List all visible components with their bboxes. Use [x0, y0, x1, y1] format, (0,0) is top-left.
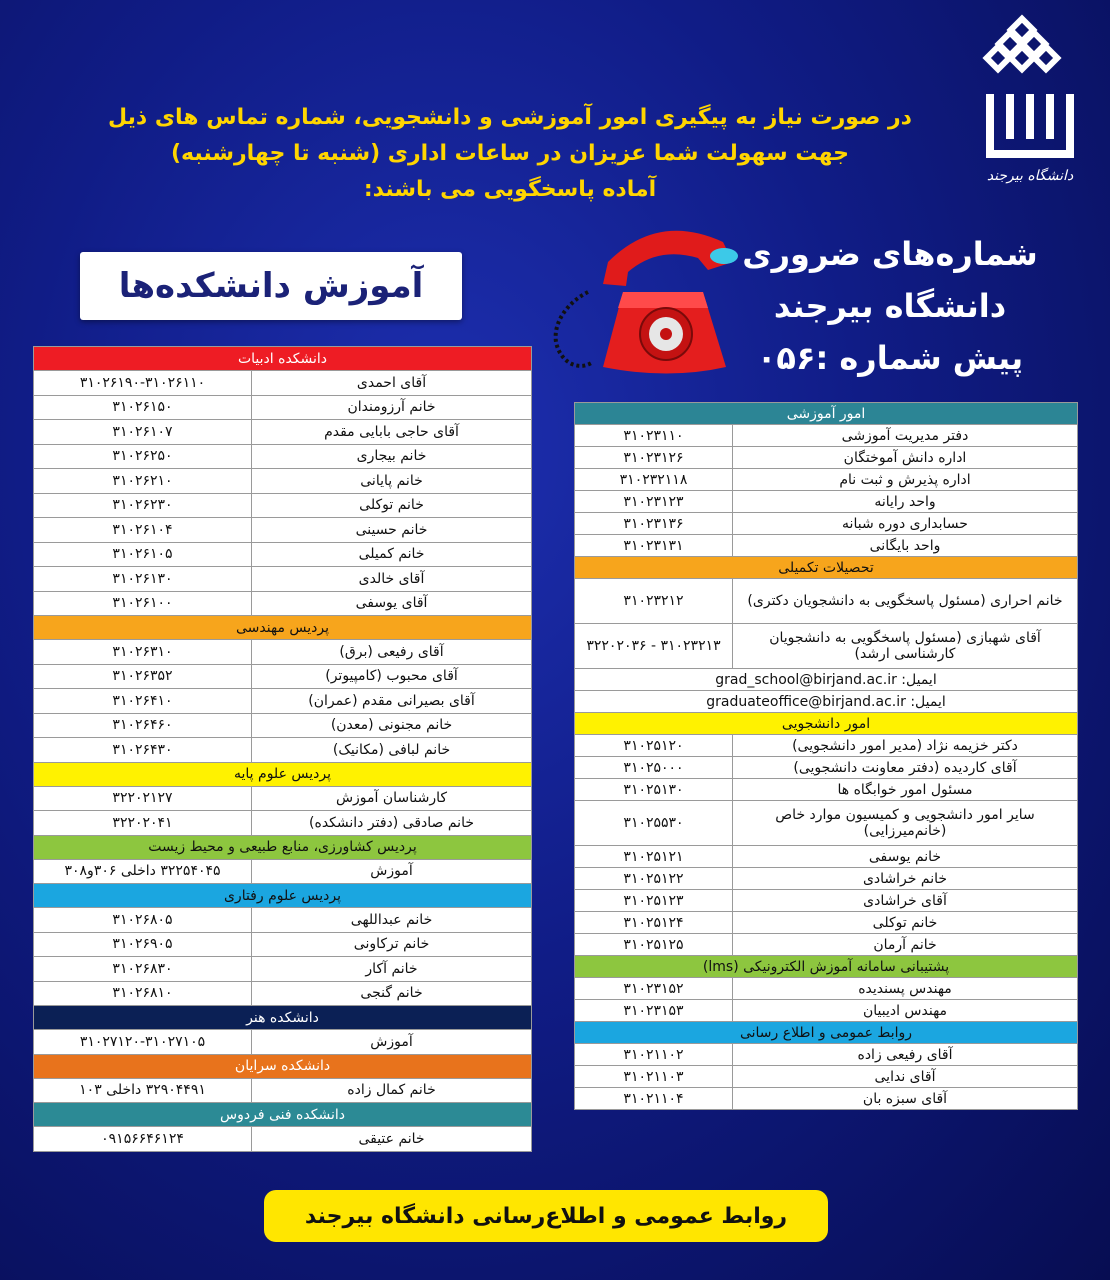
contact-row — [575, 425, 1078, 447]
contact-phone: ۳۱۰۲۷۱۲۰-۳۱۰۲۷۱۰۵ — [34, 1030, 252, 1055]
contact-phone: ۳۱۰۲۶۲۳۰ — [34, 493, 252, 518]
contact-name: آموزش — [252, 859, 532, 884]
contact-phone: ۳۱۰۲۶۱۰۷ — [34, 420, 252, 445]
contact-row — [575, 1000, 1078, 1022]
contact-phone: ۳۱۰۲۵۵۳۰ — [575, 801, 733, 846]
email-address[interactable]: ایمیل: grad_school@birjand.ac.ir — [575, 669, 1078, 691]
contact-phone: ۳۱۰۲۶۲۱۰ — [34, 469, 252, 494]
contact-row — [34, 371, 532, 396]
contact-row — [575, 912, 1078, 934]
contact-phone: ۳۱۰۲۱۱۰۳ — [575, 1066, 733, 1088]
section-title: دانشکده ادبیات — [34, 347, 532, 371]
contact-phone: ۳۱۰۲۳۲۱۱۸ — [575, 469, 733, 491]
contact-phone: ۳۱۰۲۶۳۱۰ — [34, 640, 252, 665]
contact-phone: ۳۱۰۲۶۱۰۰ — [34, 591, 252, 616]
intro-line-1: در صورت نیاز به پیگیری امور آموزشی و دانشجویی، شماره تماس های ذیل — [108, 105, 912, 130]
contact-phone: ۳۱۰۲۶۹۰۵ — [34, 932, 252, 957]
contact-row — [575, 801, 1078, 846]
contact-row — [575, 1044, 1078, 1066]
contact-row — [575, 757, 1078, 779]
contact-name: آقای محبوب (کامپیوتر) — [252, 664, 532, 689]
contact-name: آقای ندایی — [733, 1066, 1078, 1088]
contact-phone: ۳۱۰۲۵۱۳۰ — [575, 779, 733, 801]
contact-name: آقای حاجی بابایی مقدم — [252, 420, 532, 445]
section-title: روابط عمومی و اطلاع رسانی — [575, 1022, 1078, 1044]
contact-name: خانم توکلی — [733, 912, 1078, 934]
contact-row — [34, 811, 532, 836]
contact-row — [575, 779, 1078, 801]
contact-name: خانم آرزومندان — [252, 395, 532, 420]
contact-phone: ۳۱۰۲۵۱۲۲ — [575, 868, 733, 890]
contact-row — [575, 535, 1078, 557]
contact-phone: ۳۱۰۲۳۱۲۳ — [575, 491, 733, 513]
section-title: دانشکده فنی فردوس — [34, 1103, 532, 1127]
contact-name: اداره پذیرش و ثبت نام — [733, 469, 1078, 491]
contact-phone: ۳۱۰۲۵۰۰۰ — [575, 757, 733, 779]
contact-name: آقای بصیرانی مقدم (عمران) — [252, 689, 532, 714]
contact-row — [34, 908, 532, 933]
section-header-row — [575, 403, 1078, 425]
telephone-icon — [548, 222, 748, 382]
contact-name: واحد رایانه — [733, 491, 1078, 513]
contact-phone: ۳۱۰۲۶۴۶۰ — [34, 713, 252, 738]
contact-phone: ۳۱۰۲۵۱۲۴ — [575, 912, 733, 934]
contact-row — [34, 1127, 532, 1152]
contact-phone: ۳۱۰۲۶۱۰۵ — [34, 542, 252, 567]
contact-phone: ۳۱۰۲۶۱۹۰-۳۱۰۲۶۱۱۰ — [34, 371, 252, 396]
intro-line-2: جهت سهولت شما عزیزان در ساعات اداری (شنبه تا چهارشنبه) — [171, 141, 849, 166]
contact-name: خانم کمیلی — [252, 542, 532, 567]
contact-row — [34, 518, 532, 543]
contact-name: مسئول امور خوابگاه ها — [733, 779, 1078, 801]
section-header-row — [575, 557, 1078, 579]
contact-row — [34, 786, 532, 811]
section-header-row — [34, 762, 532, 786]
contact-phone: ۳۲۲۰۲۰۴۱ — [34, 811, 252, 836]
contact-name: خانم یوسفی — [733, 846, 1078, 868]
contact-name: خانم آکار — [252, 957, 532, 982]
contact-phone: ۳۱۰۲۱۱۰۴ — [575, 1088, 733, 1110]
contact-row — [575, 624, 1078, 669]
intro-line-3: آماده پاسخگویی می باشند: — [363, 177, 657, 202]
contact-name: خانم احراری (مسئول پاسخگویی به دانشجویان دکتری) — [733, 579, 1078, 624]
contact-name: آقای خراشادی — [733, 890, 1078, 912]
contact-row — [575, 469, 1078, 491]
contact-name: خانم پایانی — [252, 469, 532, 494]
contact-row — [575, 491, 1078, 513]
contact-phone: ۳۱۰۲۳۱۵۳ — [575, 1000, 733, 1022]
section-header-row — [575, 956, 1078, 978]
contact-name: خانم لبافی (مکانیک) — [252, 738, 532, 763]
faculty-contacts-table — [33, 346, 532, 1152]
contact-name: دکتر خزیمه نژاد (مدیر امور دانشجویی) — [733, 735, 1078, 757]
contact-row — [575, 934, 1078, 956]
contact-row — [34, 420, 532, 445]
contact-phone: ۳۱۰۲۶۸۱۰ — [34, 981, 252, 1006]
contact-row — [575, 1088, 1078, 1110]
contact-row — [34, 981, 532, 1006]
contact-name: کارشناسان آموزش — [252, 786, 532, 811]
contact-row — [575, 978, 1078, 1000]
section-title: دانشکده سرایان — [34, 1054, 532, 1078]
section-header-row — [34, 1103, 532, 1127]
section-title: پشتیبانی سامانه آموزش الکترونیکی (lms) — [575, 956, 1078, 978]
contact-row — [34, 689, 532, 714]
contact-phone: ۳۱۰۲۶۱۵۰ — [34, 395, 252, 420]
section-title: پردیس کشاورزی، منابع طبیعی و محیط زیست — [34, 835, 532, 859]
contact-row — [34, 591, 532, 616]
contact-name: خانم توکلی — [252, 493, 532, 518]
contact-row — [575, 1066, 1078, 1088]
contact-phone: ۳۱۰۲۶۸۳۰ — [34, 957, 252, 982]
contact-phone: ۳۱۰۲۶۲۵۰ — [34, 444, 252, 469]
email-row — [575, 691, 1078, 713]
intro-text — [60, 100, 960, 208]
contact-row — [34, 664, 532, 689]
section-header-row — [34, 884, 532, 908]
contact-row — [34, 542, 532, 567]
contact-row — [34, 932, 532, 957]
contact-row — [34, 469, 532, 494]
main-title-line-1: شماره‌های ضروری — [742, 235, 1038, 273]
departments-contacts-table — [574, 402, 1078, 1110]
logo-caption: دانشگاه بیرجند — [986, 168, 1074, 184]
contact-phone: ۳۱۰۲۶۸۰۵ — [34, 908, 252, 933]
contact-row — [575, 868, 1078, 890]
contact-phone: ۳۱۰۲۶۱۰۴ — [34, 518, 252, 543]
contact-phone: ۳۱۰۲۶۴۳۰ — [34, 738, 252, 763]
contact-name: خانم گنجی — [252, 981, 532, 1006]
contact-name: دفتر مدیریت آموزشی — [733, 425, 1078, 447]
contact-row — [34, 957, 532, 982]
contact-phone: ۳۱۰۲۳۱۱۰ — [575, 425, 733, 447]
contact-name: خانم آرمان — [733, 934, 1078, 956]
contact-phone: ۳۱۰۲۵۱۲۳ — [575, 890, 733, 912]
footer-banner: روابط عمومی و اطلاع‌رسانی دانشگاه بیرجند — [264, 1190, 828, 1242]
section-title: دانشکده هنر — [34, 1006, 532, 1030]
contact-name: آقای کاردیده (دفتر معاونت دانشجویی) — [733, 757, 1078, 779]
contact-phone: ۳۱۰۲۳۱۲۶ — [575, 447, 733, 469]
contact-name: اداره دانش آموختگان — [733, 447, 1078, 469]
contact-name: سایر امور دانشجویی و کمیسیون موارد خاص (خانم‌میرزایی) — [733, 801, 1078, 846]
section-title: امور آموزشی — [575, 403, 1078, 425]
contact-row — [34, 1030, 532, 1055]
contact-row — [575, 846, 1078, 868]
contact-phone: ۳۱۰۲۶۱۳۰ — [34, 567, 252, 592]
contact-phone: ۳۱۰۲۳۱۵۲ — [575, 978, 733, 1000]
contact-row — [575, 447, 1078, 469]
contact-name: خانم عتیقی — [252, 1127, 532, 1152]
contact-phone: ۳۱۰۲۳۲۱۳ - ۳۲۲۰۲۰۳۶ — [575, 624, 733, 669]
contact-name: خانم بیجاری — [252, 444, 532, 469]
section-header-row — [34, 1054, 532, 1078]
contact-name: آقای سبزه بان — [733, 1088, 1078, 1110]
section-header-row — [575, 1022, 1078, 1044]
contact-name: مهندس ادیبیان — [733, 1000, 1078, 1022]
contact-phone: ۳۱۰۲۳۱۳۱ — [575, 535, 733, 557]
contact-row — [34, 444, 532, 469]
contact-phone: ۳۲۲۰۲۱۲۷ — [34, 786, 252, 811]
contact-name: خانم خراشادی — [733, 868, 1078, 890]
contact-name: واحد بایگانی — [733, 535, 1078, 557]
contact-row — [34, 1078, 532, 1103]
contact-name: آقای خالدی — [252, 567, 532, 592]
section-title: پردیس علوم رفتاری — [34, 884, 532, 908]
contact-name: خانم حسینی — [252, 518, 532, 543]
contact-row — [34, 738, 532, 763]
contact-phone: ۳۱۰۲۱۱۰۲ — [575, 1044, 733, 1066]
contact-name: حسابداری دوره شبانه — [733, 513, 1078, 535]
contact-row — [575, 579, 1078, 624]
contact-phone: ۳۱۰۲۶۳۵۲ — [34, 664, 252, 689]
contact-name: خانم صادقی (دفتر دانشکده) — [252, 811, 532, 836]
contact-row — [34, 713, 532, 738]
contact-phone: ۳۱۰۲۳۱۳۶ — [575, 513, 733, 535]
contact-name: آقای احمدی — [252, 371, 532, 396]
section-title: پردیس علوم پایه — [34, 762, 532, 786]
section-header-row — [34, 347, 532, 371]
contact-row — [34, 395, 532, 420]
contact-phone: ۳۱۰۲۵۱۲۱ — [575, 846, 733, 868]
email-address[interactable]: ایمیل: graduateoffice@birjand.ac.ir — [575, 691, 1078, 713]
contact-name: آقای رفیعی زاده — [733, 1044, 1078, 1066]
contact-name: آقای شهبازی (مسئول پاسخگویی به دانشجویان کارشناسی ارشد) — [733, 624, 1078, 669]
section-title: تحصیلات تکمیلی — [575, 557, 1078, 579]
section-header-row — [575, 713, 1078, 735]
contact-phone: ۳۱۰۲۵۱۲۵ — [575, 934, 733, 956]
contact-row — [575, 890, 1078, 912]
main-title-line-3: پیش شماره :۰۵۶ — [756, 339, 1024, 377]
section-title: امور دانشجویی — [575, 713, 1078, 735]
section-header-row — [34, 1006, 532, 1030]
contact-row — [575, 735, 1078, 757]
contact-name: خانم مجنونی (معدن) — [252, 713, 532, 738]
contact-phone: ۰۹۱۵۶۶۴۶۱۲۴ — [34, 1127, 252, 1152]
contact-row — [34, 859, 532, 884]
contact-name: خانم عبداللهی — [252, 908, 532, 933]
contact-phone: ۳۱۰۲۵۱۲۰ — [575, 735, 733, 757]
contact-row — [34, 567, 532, 592]
contact-phone: ۳۱۰۲۶۴۱۰ — [34, 689, 252, 714]
contact-name: خانم کمال زاده — [252, 1078, 532, 1103]
faculty-education-title: آموزش دانشکده‌ها — [80, 252, 462, 320]
contact-row — [34, 493, 532, 518]
contact-phone: ۳۱۰۲۳۲۱۲ — [575, 579, 733, 624]
section-title: پردیس مهندسی — [34, 616, 532, 640]
contact-phone: ۳۲۹۰۴۴۹۱ داخلی ۱۰۳ — [34, 1078, 252, 1103]
contact-row — [34, 640, 532, 665]
main-title — [700, 228, 1080, 384]
contact-name: خانم ترکاونی — [252, 932, 532, 957]
contact-name: آقای رفیعی (برق) — [252, 640, 532, 665]
section-header-row — [34, 835, 532, 859]
email-row — [575, 669, 1078, 691]
contact-name: آقای یوسفی — [252, 591, 532, 616]
contact-phone: ۳۲۲۵۴۰۴۵ داخلی ۳۰۶و۳۰۸ — [34, 859, 252, 884]
contact-row — [575, 513, 1078, 535]
contact-name: آموزش — [252, 1030, 532, 1055]
contact-name: مهندس پسندیده — [733, 978, 1078, 1000]
section-header-row — [34, 616, 532, 640]
main-title-line-2: دانشگاه بیرجند — [773, 287, 1007, 325]
